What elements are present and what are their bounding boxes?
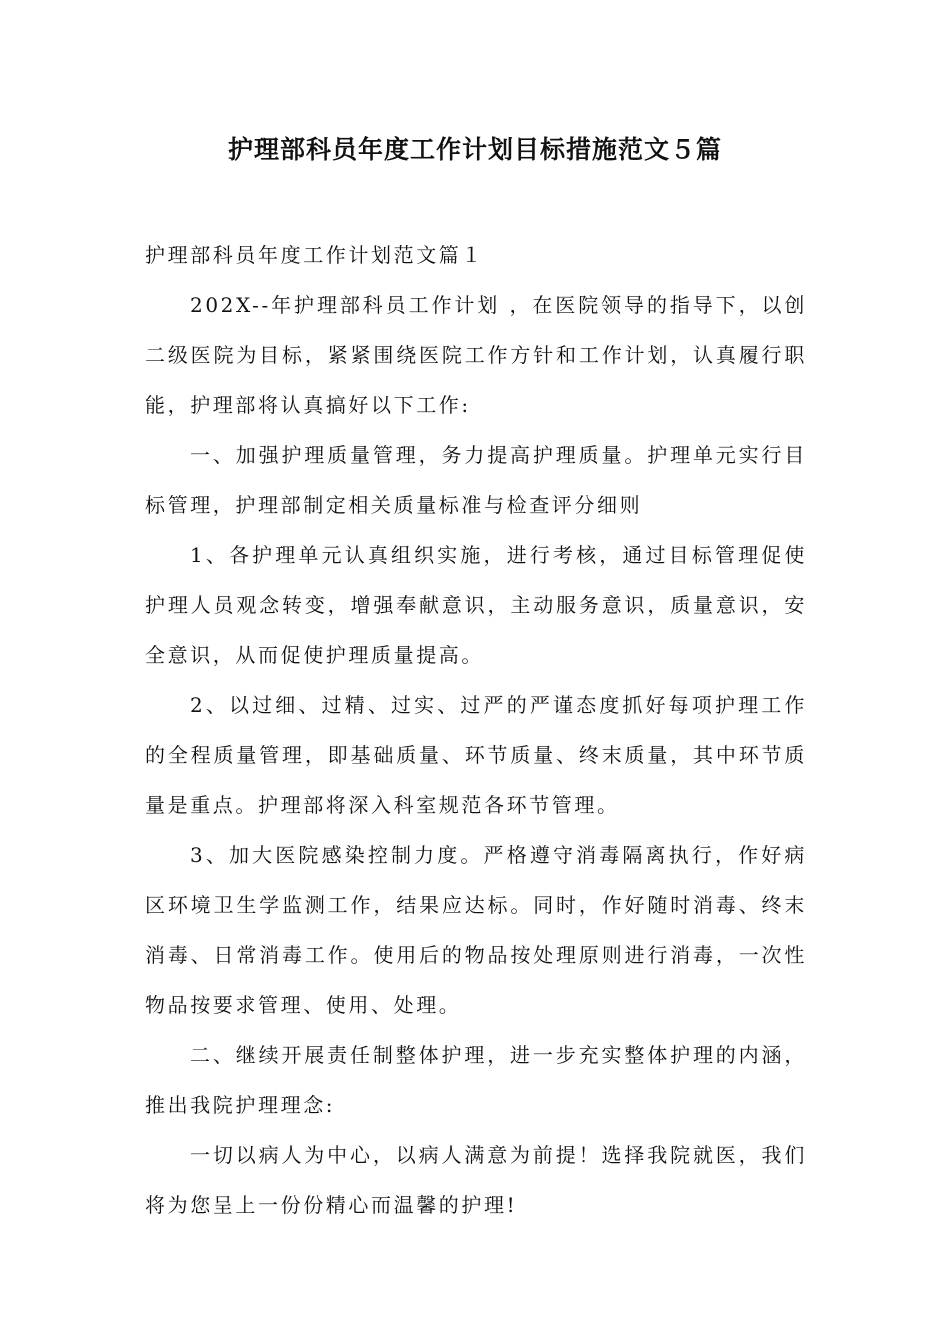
section-heading: 护理部科员年度工作计划范文篇１ (145, 243, 484, 267)
paragraph-quality-management: 一、加强护理质量管理，务力提高护理质量。护理单元实行目标管理，护理部制定相关质量标准与检查评分细则 (145, 443, 807, 517)
paragraph-intro: 202X--年护理部科员工作计划 ，在医院领导的指导下，以创二级医院为目标，紧紧围绕医院工作方针和工作计划，认真履行职能，护理部将认真搞好以下工作: (145, 293, 807, 417)
paragraph-holistic-care: 二、继续开展责任制整体护理，进一步充实整体护理的内涵，推出我院护理理念: (145, 1043, 807, 1117)
document-title: 护理部科员年度工作计划目标措施范文５篇 (227, 135, 722, 164)
document-body (145, 230, 807, 1230)
paragraph-item-3: 3、加大医院感染控制力度。严格遵守消毒隔离执行，作好病区环境卫生学监测工作，结果应达标。同时，作好随时消毒、终末消毒、日常消毒工作。使用后的物品按处理原则进行消毒，一次性物品按要求管理、使用、处理。 (145, 843, 807, 1017)
paragraph-item-1: 1、各护理单元认真组织实施，进行考核，通过目标管理促使护理人员观念转变，增强奉献意识，主动服务意识，质量意识，安全意识，从而促使护理质量提高。 (145, 543, 807, 667)
paragraph-nursing-philosophy: 一切以病人为中心，以病人满意为前提！选择我院就医，我们将为您呈上一份份精心而温馨的护理! (145, 1143, 807, 1217)
paragraph-item-2: 2、以过细、过精、过实、过严的严谨态度抓好每项护理工作的全程质量管理，即基础质量、环节质量、终末质量，其中环节质量是重点。护理部将深入科室规范各环节管理。 (145, 693, 807, 817)
